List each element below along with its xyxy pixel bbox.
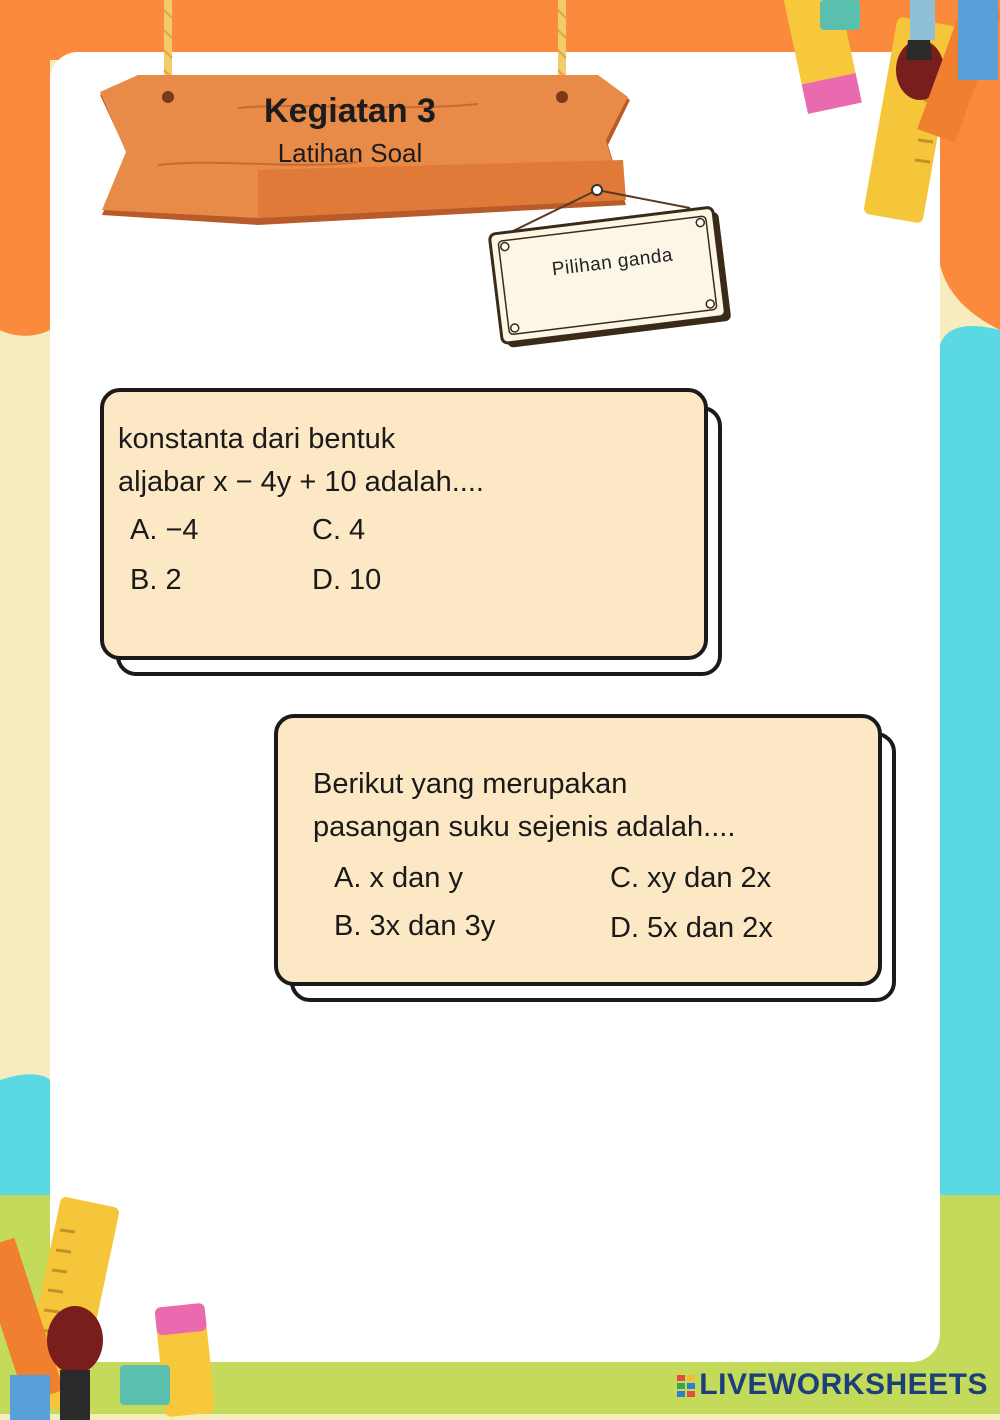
question1-line2: aljabar x − 4y + 10 adalah.... <box>118 466 484 498</box>
liveworksheets-logo[interactable] <box>677 1368 988 1402</box>
activity-title: Kegiatan 3 <box>264 92 436 130</box>
question2-option-c[interactable]: C. xy dan 2x <box>610 862 772 894</box>
question2-option-d[interactable]: D. 5x dan 2x <box>610 912 773 944</box>
question1-option-a[interactable]: A. −4 <box>130 514 199 546</box>
question2-line1: Berikut yang merupakan <box>313 768 628 800</box>
activity-subtitle: Latihan Soal <box>277 138 423 168</box>
question2-card <box>274 714 882 986</box>
question1-option-c[interactable]: C. 4 <box>312 514 366 546</box>
question1-line1: konstanta dari bentuk <box>118 423 396 455</box>
question2-option-a[interactable]: A. x dan y <box>334 862 463 894</box>
liveworksheets-brand-text: LIVEWORKSHEETS <box>699 1368 988 1401</box>
question2-line2: pasangan suku sejenis adalah.... <box>313 811 736 843</box>
liveworksheets-logo-icon <box>677 1375 695 1397</box>
question1-option-b[interactable]: B. 2 <box>130 564 182 596</box>
question-type-label: Pilihan ganda <box>550 244 675 281</box>
stationery-decor-top-right <box>780 0 1000 240</box>
stationery-decor-bottom-left <box>0 1190 230 1420</box>
question2-option-b[interactable]: B. 3x dan 3y <box>334 910 496 942</box>
question1-option-d[interactable]: D. 10 <box>312 564 382 596</box>
